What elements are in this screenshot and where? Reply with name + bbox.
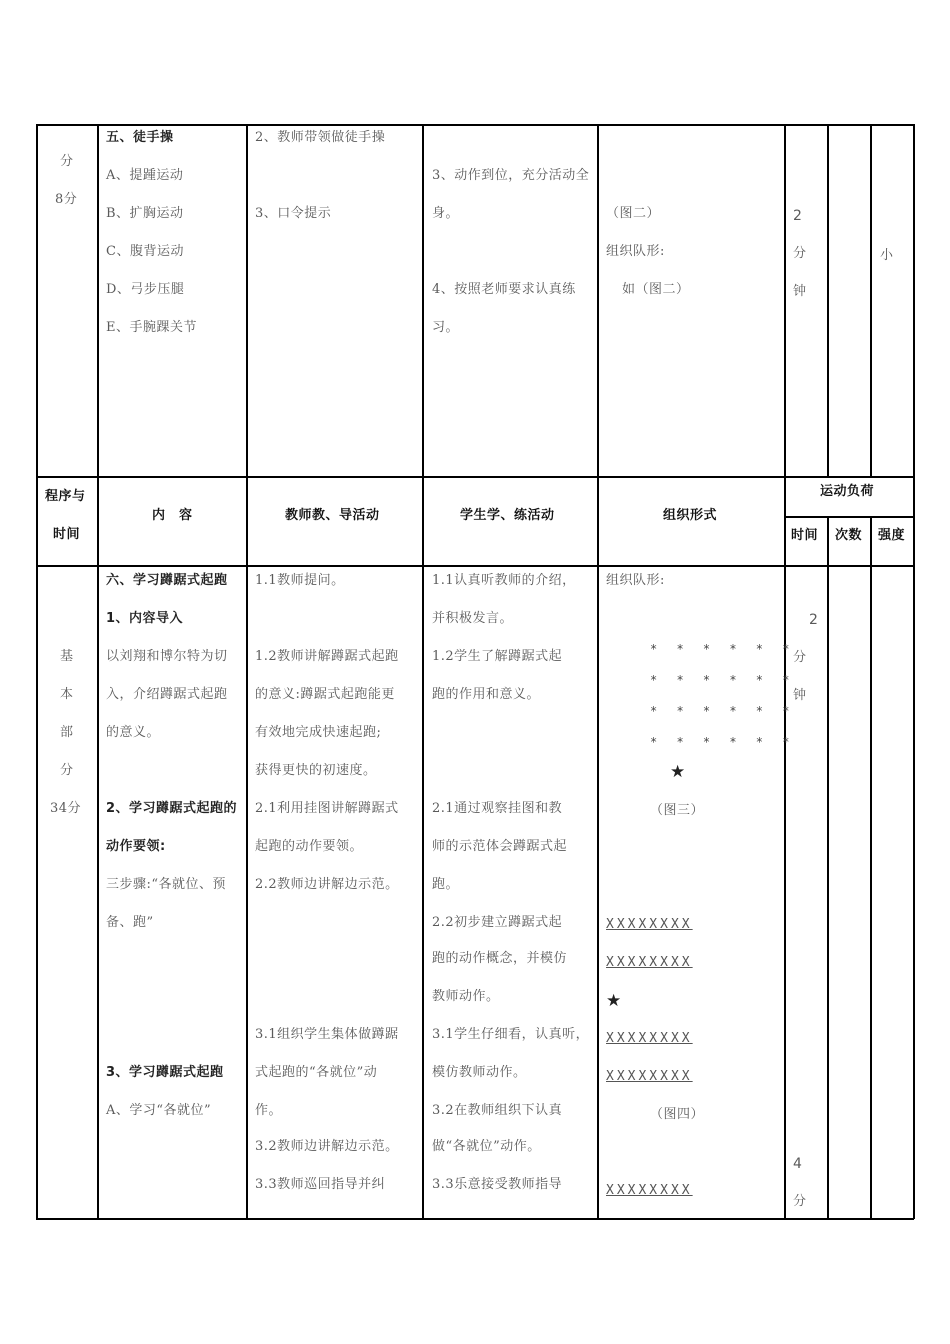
top-time-value: 2 [793, 208, 803, 224]
top-org-label: 组织队形: [606, 244, 665, 259]
student-line: 1.1认真听教师的介绍， [432, 573, 576, 588]
student-line: 1.2学生了解蹲踞式起 [432, 649, 563, 664]
teacher-line: 有效地完成快速起跑; [255, 725, 382, 740]
table-divider-load-sub [784, 516, 914, 518]
main-time-char: 本 [60, 687, 74, 702]
top-org-ref: 如（图二） [622, 282, 690, 297]
content-title-6-3: 3、学习蹲踞式起跑 [106, 1065, 224, 1080]
student-line: 3.3乐意接受教师指导 [432, 1177, 563, 1192]
col-divider-5 [784, 124, 786, 1219]
top-student-line: 习。 [432, 320, 460, 335]
table-divider-header-bottom [36, 565, 914, 567]
header-procedure: 程序与 [45, 489, 86, 504]
content-title-6: 六、学习蹲踞式起跑 [106, 573, 228, 588]
header-teacher: 教师教、导活动 [285, 508, 380, 523]
main-time-unit2: 钟 [793, 688, 807, 703]
table-border-bottom [36, 1218, 914, 1220]
top-student-line: 4、按照老师要求认真练 [432, 282, 576, 297]
formation-dots-row: * * * * * * [650, 673, 796, 687]
content-intro-line: 以刘翔和博尔特为切 [106, 649, 228, 664]
main-time-char: 分 [60, 763, 74, 778]
table-border-right [913, 124, 915, 1219]
main-time-value: 2 [809, 612, 819, 628]
col-divider-6a [827, 124, 829, 477]
top-time-unit: 分 [793, 246, 807, 261]
student-line: 模仿教师动作。 [432, 1065, 527, 1080]
content-title-6-1: 1、内容导入 [106, 611, 184, 626]
student-line: 教师动作。 [432, 989, 500, 1004]
col-divider-4 [597, 124, 599, 1219]
formation-x-row: XXXXXXXX [606, 955, 693, 970]
student-line: 跑的作用和意义。 [432, 687, 541, 702]
top-student-line: 身。 [432, 206, 460, 221]
content-sub-a: A、学习“各就位” [106, 1103, 212, 1118]
student-line: 做“各就位”动作。 [432, 1139, 541, 1154]
teacher-star-icon: ★ [670, 762, 686, 782]
main-time-unit: 分 [793, 650, 807, 665]
student-line: 2.2初步建立蹲踞式起 [432, 915, 563, 930]
teacher-line: 1.1教师提问。 [255, 573, 345, 588]
top-time-fen: 分 [60, 154, 74, 169]
main-time-char: 部 [60, 725, 74, 740]
student-line: 跑的动作概念，并模仿 [432, 951, 568, 966]
figure-4-caption: （图四） [650, 1107, 705, 1122]
teacher-line: 获得更快的初速度。 [255, 763, 377, 778]
col-divider-7b [870, 516, 872, 1219]
header-load-intensity: 强度 [878, 528, 906, 543]
teacher-line: 作。 [255, 1103, 283, 1118]
main-time-char: 基 [60, 649, 74, 664]
top-content-item: D、弓步压腿 [106, 282, 185, 297]
teacher-line: 起跑的动作要领。 [255, 839, 364, 854]
col-divider-3 [422, 124, 424, 1219]
col-divider-1 [97, 124, 99, 1219]
main-time-unit: 分 [793, 1194, 807, 1209]
header-load-time: 时间 [791, 528, 819, 543]
header-org: 组织形式 [663, 508, 718, 523]
formation-dots-row: * * * * * * [650, 735, 796, 749]
content-title-6-2: 2、学习蹲踞式起跑的 [106, 801, 238, 816]
main-time-total: 34分 [50, 801, 82, 816]
table-divider-header-top [36, 476, 914, 478]
teacher-line: 3.3教师巡回指导并纠 [255, 1177, 386, 1192]
top-org-fig2: （图二） [606, 206, 661, 221]
content-title-6-2b: 动作要领: [106, 839, 166, 854]
student-line: 跑。 [432, 877, 460, 892]
content-intro-line: 入，介绍蹲踞式起跑 [106, 687, 228, 702]
top-teacher-line: 3、口令提示 [255, 206, 332, 221]
content-steps-line: 备、跑” [106, 915, 154, 930]
formation-x-row: XXXXXXXX [606, 1031, 693, 1046]
header-content: 内 容 [152, 508, 193, 523]
teacher-line: 3.2教师边讲解边示范。 [255, 1139, 399, 1154]
top-content-title: 五、徒手操 [106, 130, 174, 145]
formation-x-row: XXXXXXXX [606, 917, 693, 932]
top-content-item: E、手腕踝关节 [106, 320, 197, 335]
figure-3-caption: （图三） [650, 803, 705, 818]
top-intensity: 小 [880, 248, 894, 263]
table-border-top [36, 124, 914, 126]
org-label: 组织队形: [606, 573, 665, 588]
content-intro-line: 的意义。 [106, 725, 161, 740]
teacher-line: 1.2教师讲解蹲踞式起跑 [255, 649, 399, 664]
col-divider-2 [246, 124, 248, 1219]
student-line: 3.1学生仔细看，认真听， [432, 1027, 590, 1042]
teacher-line: 2.1利用挂图讲解蹲踞式 [255, 801, 399, 816]
student-line: 3.2在教师组织下认真 [432, 1103, 563, 1118]
formation-x-row: XXXXXXXX [606, 1183, 693, 1198]
col-divider-6b [827, 516, 829, 1219]
teacher-line: 3.1组织学生集体做蹲踞 [255, 1027, 399, 1042]
formation-dots-row: * * * * * * [650, 642, 796, 656]
table-border-left [36, 124, 38, 1219]
top-teacher-line: 2、教师带领做徒手操 [255, 130, 386, 145]
top-content-item: B、扩胸运动 [106, 206, 184, 221]
student-line: 2.1通过观察挂图和教 [432, 801, 563, 816]
formation-x-row: XXXXXXXX [606, 1069, 693, 1084]
teacher-line: 2.2教师边讲解边示范。 [255, 877, 399, 892]
content-steps-line: 三步骤:“各就位、预 [106, 877, 227, 892]
teacher-line: 的意义:蹲踞式起跑能更 [255, 687, 395, 702]
student-line: 并积极发言。 [432, 611, 514, 626]
header-student: 学生学、练活动 [460, 508, 555, 523]
top-student-line: 3、动作到位，充分活动全 [432, 168, 590, 183]
formation-dots-row: * * * * * * [650, 704, 796, 718]
header-load: 运动负荷 [820, 484, 875, 499]
teacher-line: 式起跑的“各就位”动 [255, 1065, 378, 1080]
col-divider-7a [870, 124, 872, 477]
top-content-item: C、腹背运动 [106, 244, 184, 259]
header-load-count: 次数 [835, 528, 863, 543]
student-line: 师的示范体会蹲踞式起 [432, 839, 568, 854]
main-time-value: 4 [793, 1156, 803, 1172]
top-content-item: A、提踵运动 [106, 168, 184, 183]
teacher-star-icon: ★ [606, 991, 622, 1011]
top-time-unit2: 钟 [793, 284, 807, 299]
top-time-8min: 8分 [55, 192, 78, 207]
header-time: 时间 [53, 527, 81, 542]
